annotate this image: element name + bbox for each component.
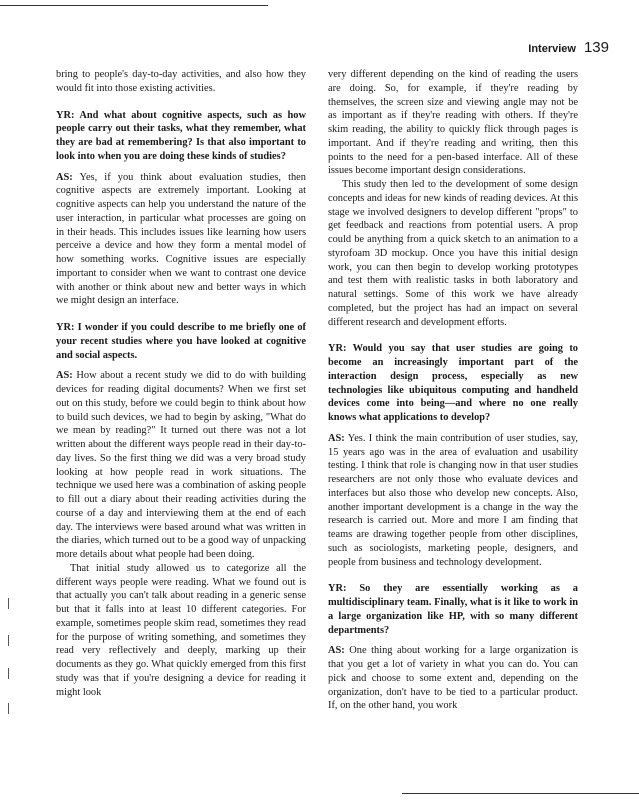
interview-answer [328,432,578,570]
running-header [528,39,609,56]
interview-question: YR: Would you say that user studies are going to become an increasingly important part of the interaction design process, especially as new technologies like ubiquitous computing and handheld devices come into being—and where no one really knows what applications to develop? [328,343,578,423]
page-number: 139 [583,39,609,56]
left-column [56,68,306,699]
right-column [328,68,578,713]
interview-answer [328,644,578,713]
interview-answer [56,171,306,309]
speaker-label: AS: [328,645,345,657]
answer-text: Yes. I think the main contribution of user studies, say, 15 years ago was in the area of evaluation and usability testing. I think that role is changing now in that user studies researchers are not only those who evaluate devices and interfaces but also those who develop new concepts. Also, another important development is a change in the way the research is carried out. More and more I am finding that teams are drawing together people from other disciplines, such as sociologists, marketing people, designers, and people from business and technology development. [328,432,578,568]
answer-text: How about a recent study we did to do with building devices for reading digital documents? When we first set out on this study, before we could begin to think about how to build such devices, we had to begin by asking, "What do we mean by reading?" It turned out there was not a lot written about the different ways people read in their day-to-day lives. So the first thing we did was a very broad study looking at how people read in work situations. The technique we used here was a combination of asking people to fill out a diary about their reading activities during the course of a day and interviewing them at the end of each day. The interviews were based around what was written in the diaries, which turned out to be a good way of unpacking more details about what people had been doing. [56,370,306,560]
interview-answer [56,369,306,562]
chapter-label: Interview [528,43,576,55]
paragraph: very different depending on the kind of reading the users are doing. So, for example, if they're reading by themselves, the screen size and viewing angle may not be as important as if they're reading with others. If they're skim reading, the ability to quickly flick through pages is important. And if they're reading and writing, then this points to the need for a pen-based interface. All of these issues become important design considerations. [328,69,578,177]
paragraph: That initial study allowed us to categorize all the different ways people were reading. What we found out is that actually you can't talk about reading in a generic sense but that it falls into at least 10 different categories. For example, sometimes people skim read, sometimes they read for the purpose of writing something, and sometimes they read very reflectively and deeply, marking up their documents as they go. What quickly emerged from this first study was that if you're designing a device for reading it might look [56,562,306,698]
speaker-label: AS: [56,171,73,183]
margin-mark [8,635,9,646]
bottom-rule [402,793,639,794]
speaker-label: AS: [56,370,73,382]
answer-text: Yes, if you think about evaluation studies, then cognitive aspects are extremely important. Looking at cognitive aspects can help you understand the nature of the user interaction, in particular what processes are going on in their heads. This includes issues like learning how users perceive a device and how they form a mental model of how something works. Cognitive issues are especially important to consider when we want to contrast one device with another or think about new and better ways in which we might design an interface. [56,171,306,307]
margin-mark [8,668,9,679]
margin-mark [8,703,9,714]
speaker-label: AS: [328,432,345,444]
interview-question: YR: So they are essentially working as a multidisciplinary team. Finally, what is it like to work in a large organization like HP, with so many different departments? [328,583,578,636]
interview-question: YR: And what about cognitive aspects, such as how people carry out their tasks, what they remember, what they are bad at remembering? Is that also important to look into when you are doing these kinds of studies? [56,109,306,162]
answer-text: One thing about working for a large organization is that you get a lot of variety in what you can do. You can pick and choose to some extent and, depending on the organization, don't have to be tied to a particular product. If, on the other hand, you work [328,645,578,712]
margin-mark [8,598,9,609]
paragraph: This study then led to the development of some design concepts and ideas for new kinds of reading devices. At this stage we involved designers to develop different "props" to get feedback and reactions from potential users. A prop could be anything from a quick sketch to an animation to a styrofoam 3D mockup. Once you have this initial design work, you can then begin to develop working prototypes and test them with realistic tasks in both laboratory and natural settings. Some of this work we have already completed, but the project has had an impact on several different research and development efforts. [328,179,578,328]
paragraph: bring to people's day-to-day activities, and also how they would fit into those existing activities. [56,69,306,94]
interview-question: YR: I wonder if you could describe to me briefly one of your recent studies where you have looked at cognitive and social aspects. [56,322,306,361]
top-rule [0,5,268,6]
